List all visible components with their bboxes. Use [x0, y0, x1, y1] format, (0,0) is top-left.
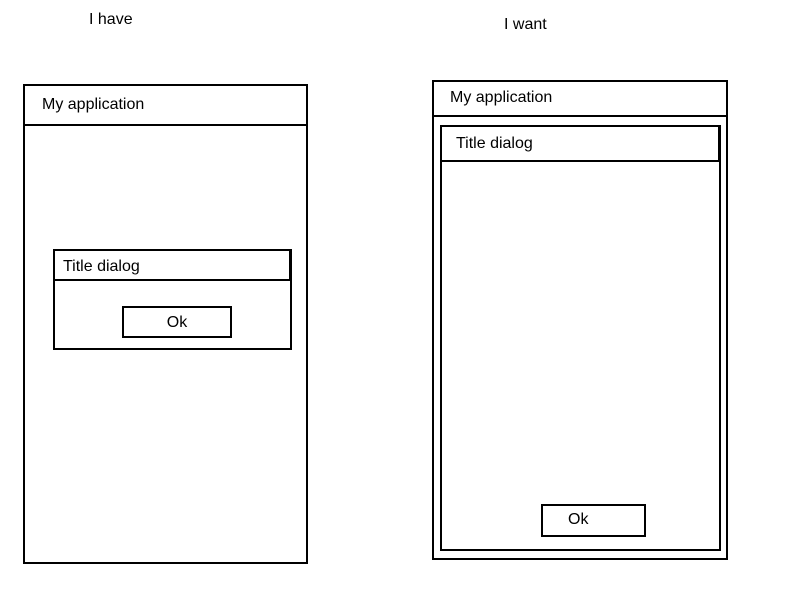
want-dialog-titlebar	[440, 125, 720, 162]
want-ok-button[interactable]	[541, 504, 646, 537]
have-app-title: My application	[42, 96, 145, 113]
have-app-titlebar	[23, 84, 308, 126]
want-caption: I want	[504, 16, 547, 33]
have-ok-label: Ok	[166, 314, 188, 331]
have-caption: I have	[89, 11, 133, 28]
want-dialog-title: Title dialog	[456, 135, 533, 152]
want-dialog	[440, 125, 721, 551]
have-dialog-titlebar	[53, 249, 291, 281]
have-dialog-title: Title dialog	[63, 258, 140, 275]
want-ok-label: Ok	[568, 511, 589, 528]
have-ok-button[interactable]	[122, 306, 232, 338]
want-app-titlebar	[432, 80, 728, 117]
want-app-title: My application	[450, 89, 553, 106]
